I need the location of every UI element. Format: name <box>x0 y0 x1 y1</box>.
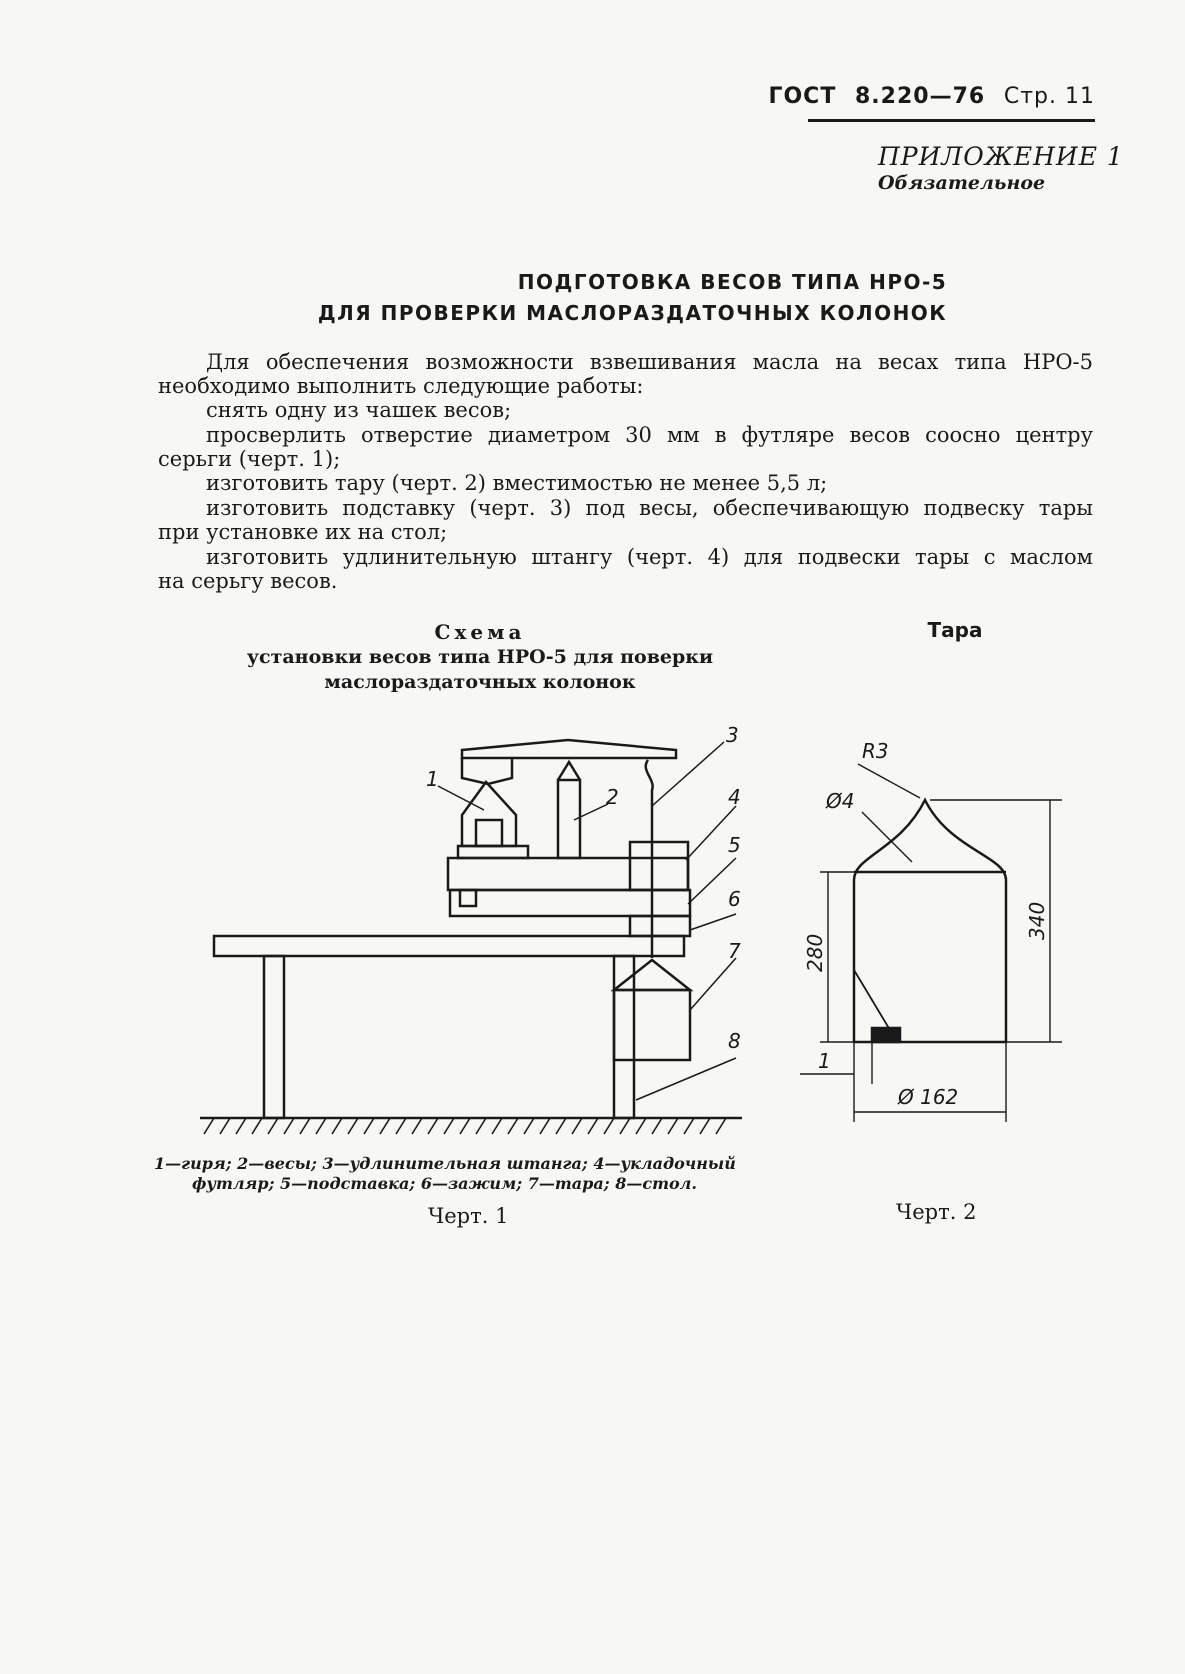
fig2-caption: Тара <box>927 618 983 642</box>
para-intro-2: необходимо выполнить следующие работы: <box>158 374 644 398</box>
callout-1: 1 <box>426 767 439 791</box>
list-item-5b: на серьгу весов. <box>158 569 338 593</box>
fig1-legend-line1: 1—гиря; 2—весы; 3—удлинительная штанга; 4—укладочный <box>154 1154 736 1173</box>
tara-outline <box>854 800 1006 1042</box>
callout-3: 3 <box>726 723 739 747</box>
list-item-4a: изготовить подставку (черт. 3) под весы, обеспечивающую подвеску тары <box>206 496 1093 520</box>
fig1-caption-title: Схема <box>434 620 526 644</box>
list-item-1: снять одну из чашек весов; <box>206 398 512 422</box>
callout-6: 6 <box>728 887 741 911</box>
dim-wall: 1 <box>818 1049 831 1073</box>
dim-radius: R3 <box>862 739 889 763</box>
fig1-legend-line2: футляр; 5—подставка; 6—зажим; 7—тара; 8—стол. <box>192 1174 697 1193</box>
fig2-label: Черт. 2 <box>896 1200 977 1224</box>
dim-total-height: 340 <box>1025 901 1049 940</box>
list-item-2b: серьги (черт. 1); <box>158 447 341 471</box>
callout-7: 7 <box>728 939 741 963</box>
dimension-lines <box>800 764 1062 1122</box>
dim-wire-dia: Ø4 <box>826 789 855 813</box>
list-item-2a: просверлить отверстие диаметром 30 мм в футляре весов соосно центру <box>206 423 1093 447</box>
bottom-section <box>872 1028 900 1042</box>
callout-5: 5 <box>728 833 741 857</box>
fig1-caption-line3: маслораздаточных колонок <box>324 671 636 693</box>
fig1-label: Черт. 1 <box>428 1204 509 1228</box>
doc-title-line1: ПОДГОТОВКА ВЕСОВ ТИПА НРО-5 <box>517 270 948 294</box>
dim-diameter: Ø 162 <box>898 1085 959 1109</box>
callout-8: 8 <box>728 1029 741 1053</box>
list-item-3: изготовить тару (черт. 2) вместимостью не менее 5,5 л; <box>206 471 828 495</box>
header-gost: ГОСТ <box>768 84 837 109</box>
doc-title-line2: ДЛЯ ПРОВЕРКИ МАСЛОРАЗДАТОЧНЫХ КОЛОНОК <box>317 301 948 325</box>
para-intro-1: Для обеспечения возможности взвешивания масла на весах типа НРО-5 <box>206 350 1093 374</box>
appendix-title: ПРИЛОЖЕНИЕ 1 <box>878 142 1124 171</box>
list-item-5a: изготовить удлинительную штангу (черт. 4) для подвески тары с маслом <box>206 545 1093 569</box>
header-page: Стр. 11 <box>1003 84 1095 109</box>
callout-2: 2 <box>606 785 619 809</box>
header-number: 8.220—76 <box>855 84 986 109</box>
callout-4: 4 <box>728 785 741 809</box>
appendix-subtitle: Обязательное <box>878 172 1046 194</box>
fig1-caption-line2: установки весов типа НРО-5 для поверки <box>246 646 714 668</box>
dim-body-height: 280 <box>803 933 827 972</box>
list-item-4b: при установке их на стол; <box>158 520 448 544</box>
